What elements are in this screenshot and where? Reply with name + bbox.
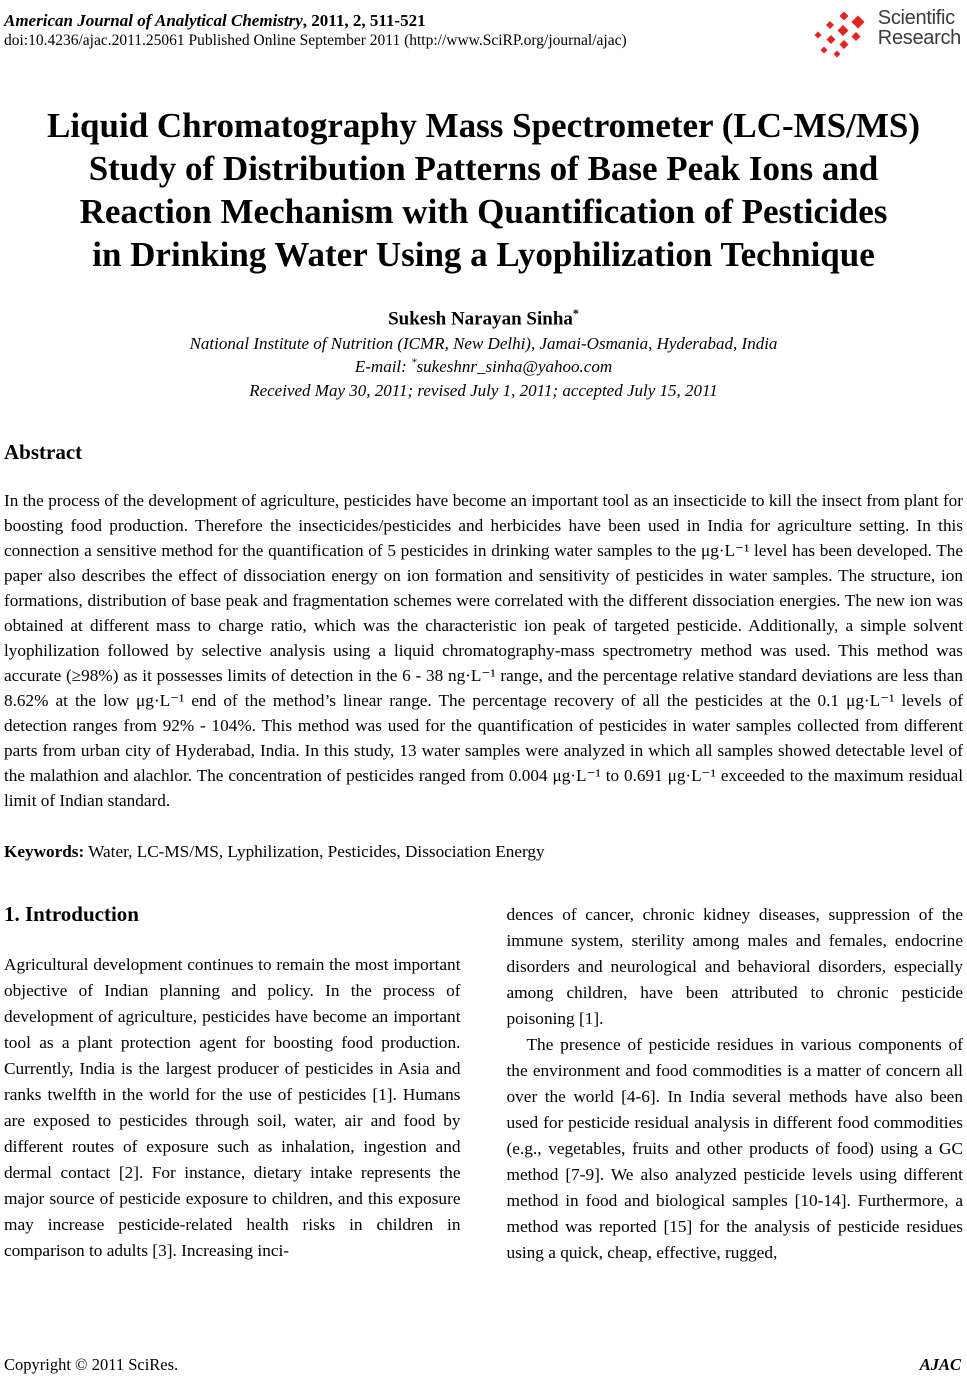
email-address: sukeshnr_sinha@yahoo.com bbox=[416, 357, 613, 377]
author-block bbox=[4, 305, 963, 402]
copyright-text: Copyright © 2011 SciRes. bbox=[4, 1355, 179, 1374]
journal-title: American Journal of Analytical Chemistry bbox=[4, 11, 303, 30]
intro-paragraph-right-2: The presence of pesticide residues in various components of the environment and food commodities is a matter of concern all over the world [4-6]. In India several methods have also been used for pesticide residual analysis in different food commodities (e.g., vegetables, fruits and other products of food) using a GC method [7-9]. We also analyzed pesticide levels using different method in food and biological samples [10-14]. Furthermore, a method was reported [15] for the analysis of pesticide residues using a quick, cheap, effective, rugged, bbox=[506, 1035, 963, 1263]
title-line-3: Reaction Mechanism with Quantification of Pesticides bbox=[79, 192, 888, 231]
author-footnote-marker: * bbox=[572, 306, 579, 320]
title-line-2: Study of Distribution Patterns of Base Peak Ions and bbox=[88, 149, 879, 188]
intro-paragraph-right-1: dences of cancer, chronic kidney diseases, suppression of the immune system, sterility among males and females, endocrine disorders and neurological and behavioral disorders, especially among children, have been attributed to chronic pesticide poisoning [1]. bbox=[506, 905, 963, 1029]
left-column bbox=[4, 902, 461, 1266]
abstract-heading: Abstract bbox=[4, 440, 83, 465]
title-line-1: Liquid Chromatography Mass Spectrometer (LC-MS/MS) bbox=[46, 106, 921, 145]
header-citation-block bbox=[4, 8, 627, 51]
title-line-4: in Drinking Water Using a Lyophilization Technique bbox=[92, 235, 875, 274]
author-affiliation: National Institute of Nutrition (ICMR, New Delhi), Jamai-Osmania, Hyderabad, India bbox=[189, 333, 778, 353]
journal-line bbox=[4, 10, 627, 31]
logo-text bbox=[878, 8, 961, 49]
journal-meta: , 2011, 2, 511-521 bbox=[302, 11, 426, 30]
header bbox=[4, 8, 963, 60]
author-email: E-mail: *sukeshnr_sinha@yahoo.com bbox=[354, 356, 613, 377]
author-name: Sukesh Narayan Sinha* bbox=[388, 306, 579, 330]
scientific-research-logo-icon bbox=[810, 10, 874, 60]
logo-text-line1: Scientific bbox=[877, 7, 955, 29]
content-columns bbox=[4, 902, 963, 1266]
section-heading-introduction: 1. Introduction bbox=[4, 902, 139, 927]
scientific-research-logo bbox=[810, 8, 963, 60]
keywords-label: Keywords: bbox=[4, 842, 85, 862]
doi-line: doi:10.4236/ajac.2011.25061 Published Online September 2011 (http://www.SciRP.org/journal/ajac) bbox=[4, 32, 627, 50]
abstract-body: In the process of the development of agriculture, pesticides have become an important tool as an insecticide to kill the insect from plant for boosting food production. Therefore the insecticides/pesticides and herbicides have been used in India for agriculture setting. In this connection a sensitive method for the quantification of 5 pesticides in drinking water samples to the μg·L⁻¹ level has been developed. The paper also describes the effect of dissociation energy on ion formation and sensitivity of pesticides in water samples. The structure, ion formations, distribution of base peak and fragmentation schemes were correlated with the different dissociation energies. The new ion was obtained at different mass to charge ratio, which was the characteristic ion peak of targeted pesticide. Additionally, a simple solvent lyophilization followed by selective analysis using a liquid chromatography-mass spectrometry method was used. This method was accurate (≥98%) as it possesses limits of detection in the 6 - 38 ng·L⁻¹ range, and the percentage relative standard deviations are less than 8.62% at the low μg·L⁻¹ end of the method’s linear range. The percentage recovery of all the pesticides at the 0.1 μg·L⁻¹ levels of detection ranges from 92% - 104%. This method was used for the quantification of pesticides in water samples collected from different parts from urban city of Hyderabad, India. In this study, 13 water samples were analyzed in which all samples showed detectable level of the malathion and alachlor. The concentration of pesticides ranged from 0.004 μg·L⁻¹ to 0.691 μg·L⁻¹ exceeded to the maximum residual limit of Indian standard. bbox=[4, 491, 963, 811]
keywords-line bbox=[4, 842, 963, 862]
paper-title bbox=[4, 104, 963, 276]
right-column bbox=[507, 902, 964, 1266]
logo-text-line2: Research bbox=[877, 27, 961, 50]
keywords-text: Water, LC-MS/MS, Lyphilization, Pesticides, Dissociation Energy bbox=[84, 842, 545, 862]
intro-paragraph-left: Agricultural development continues to remain the most important objective of Indian planning and policy. In the process of development of agriculture, pesticides have become an important tool as a plant protection agent for boosting food production. Currently, India is the largest producer of pesticides in Asia and ranks twelfth in the world for the use of pesticides [1]. Humans are exposed to pesticides through soil, water, air and food by different routes of exposure such as inhalation, ingestion and dermal contact [2]. For instance, dietary intake represents the major source of pesticide exposure to children, and this exposure may increase pesticide-related health risks in children in comparison to adults [3]. Increasing inci- bbox=[4, 955, 461, 1261]
bottom-whitespace bbox=[4, 1266, 963, 1355]
received-dates: Received May 30, 2011; revised July 1, 2011; accepted July 15, 2011 bbox=[249, 380, 718, 400]
journal-abbreviation: AJAC bbox=[919, 1355, 961, 1374]
email-footnote-marker: * bbox=[411, 356, 417, 369]
footer bbox=[4, 1355, 963, 1377]
